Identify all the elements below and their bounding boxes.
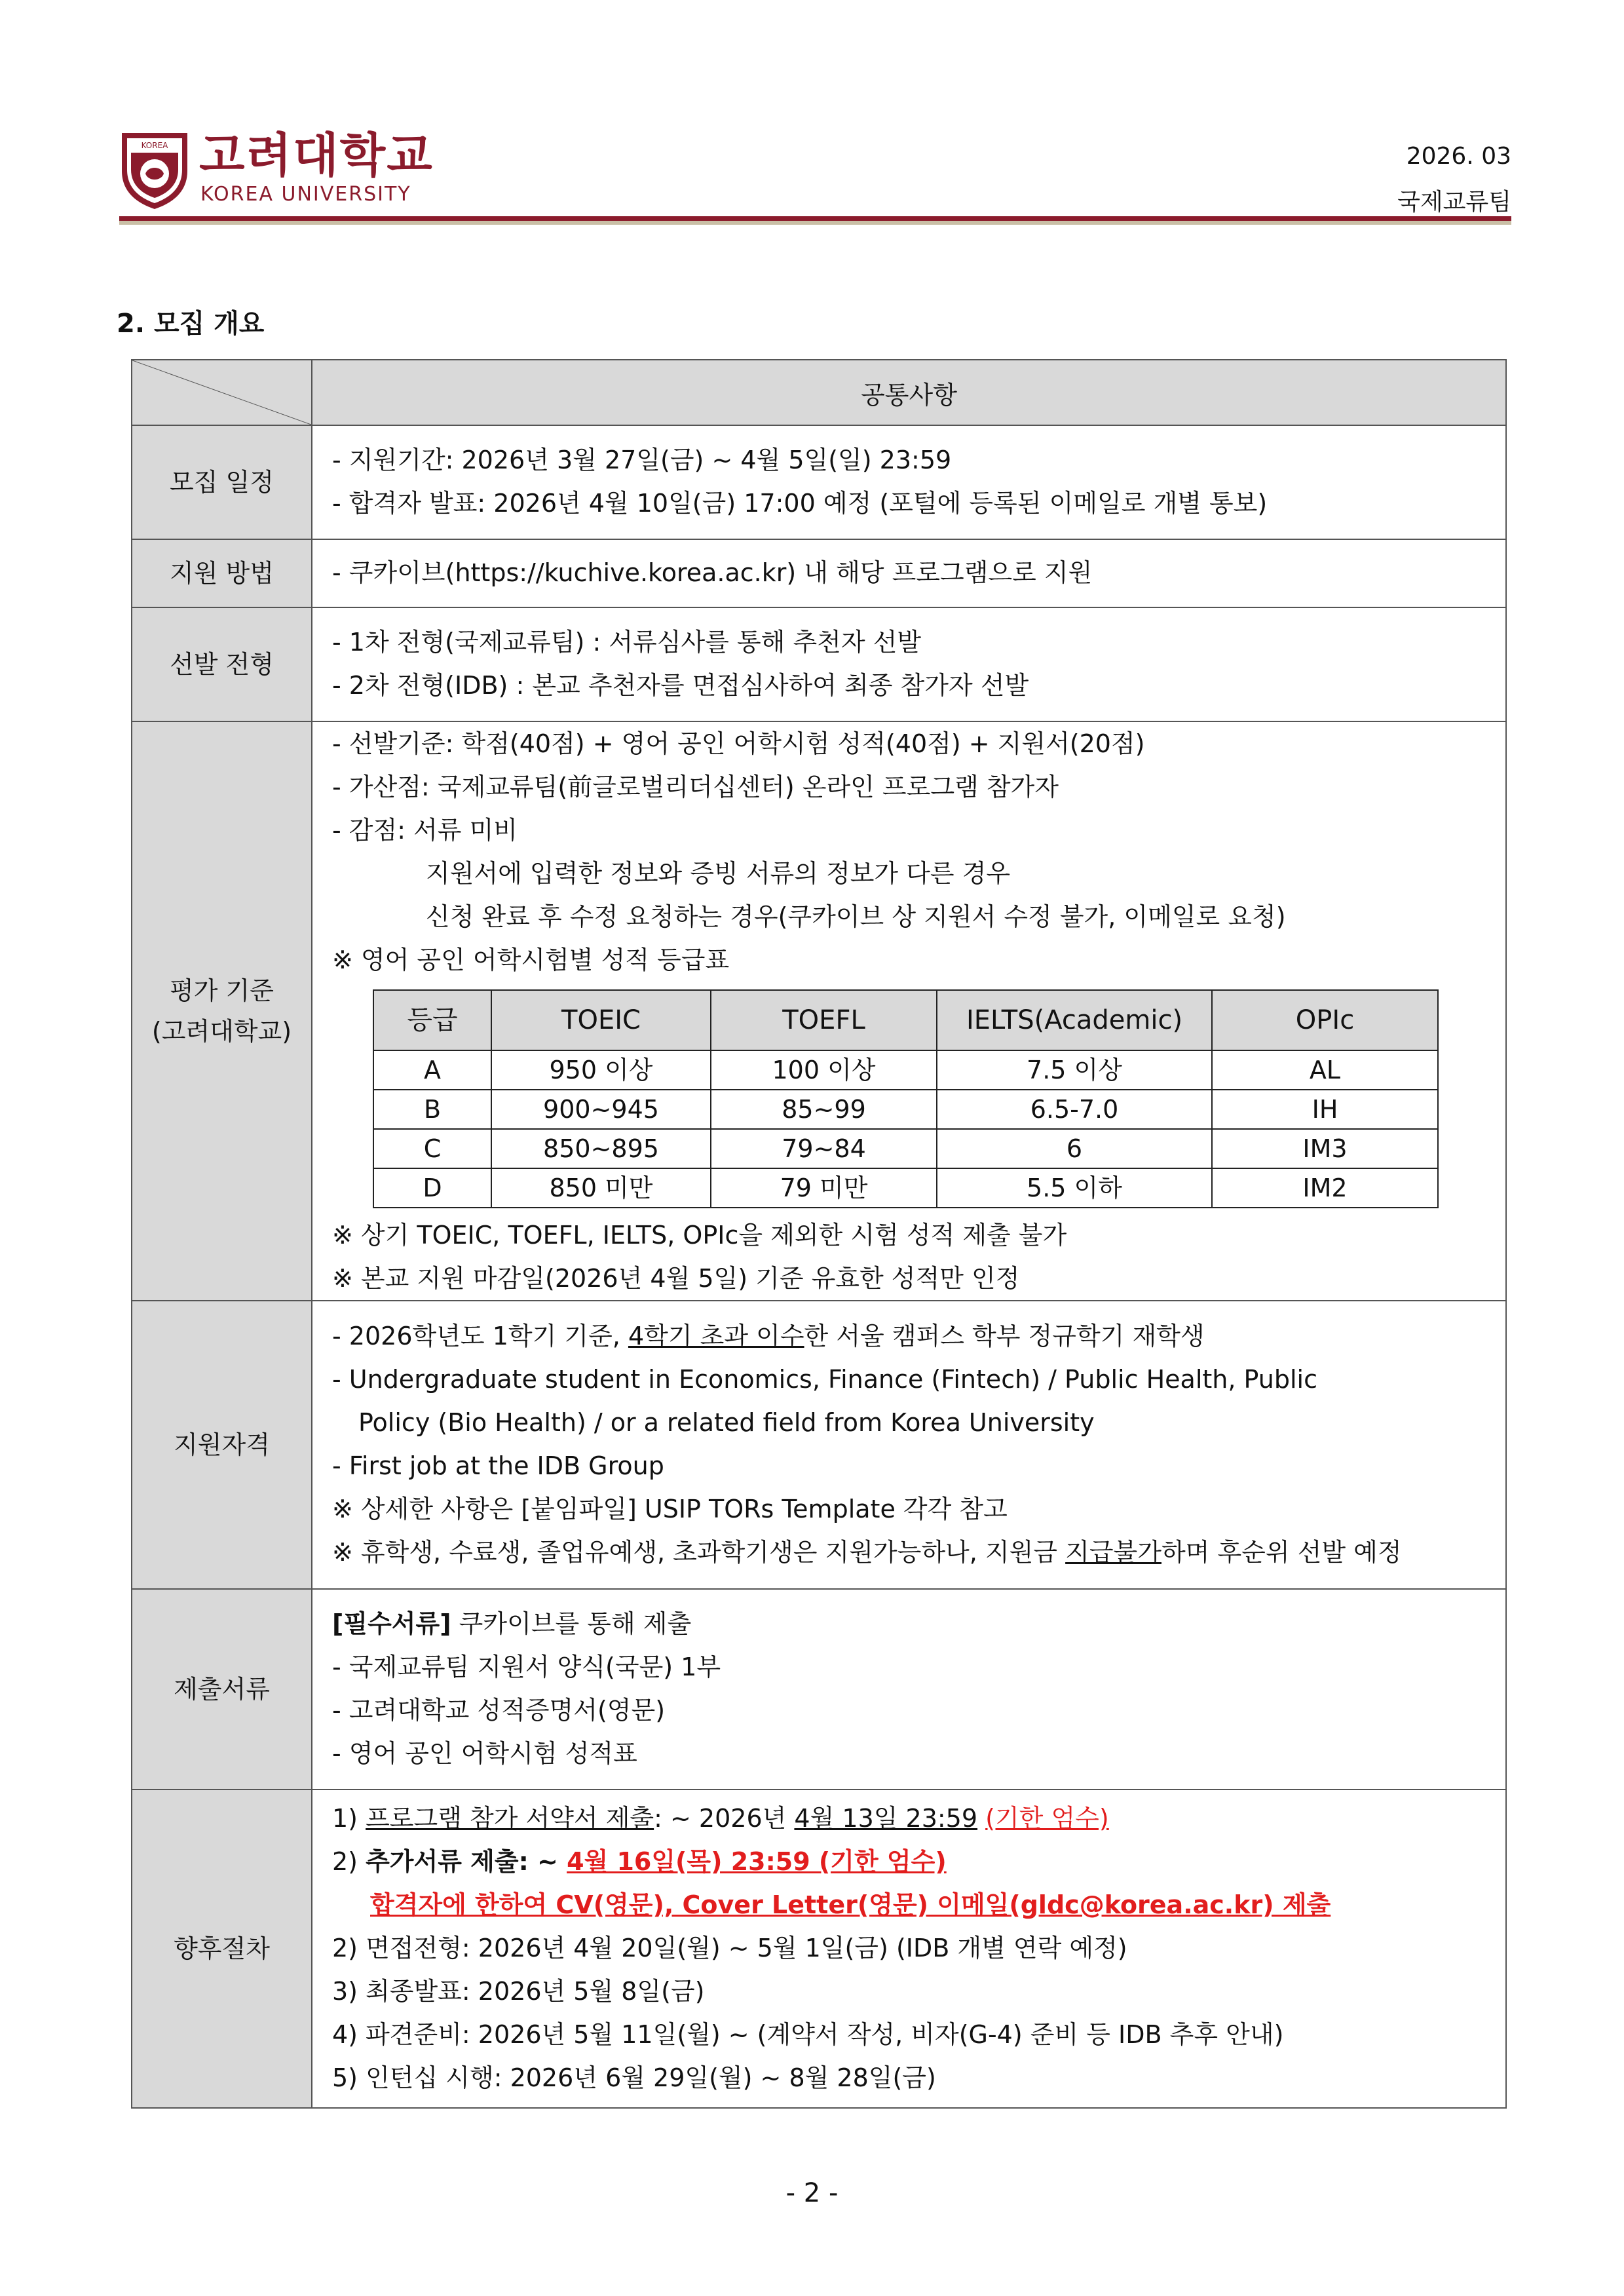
recruitment-overview-table xyxy=(131,359,1507,2109)
criteria-note: ※ 본교 지원 마감일(2026년 4월 5일) 기준 유효한 성적만 인정 xyxy=(332,1264,1020,1293)
grade-cell: IM2 xyxy=(1212,1168,1438,1208)
schedule-content xyxy=(312,425,1506,539)
eligibility-line: - Undergraduate student in Economics, Finance (Fintech) / Public Health, Public xyxy=(332,1365,1317,1394)
criteria-line: - 감점: 서류 미비 xyxy=(332,816,518,845)
grade-row xyxy=(373,1050,1438,1090)
row-schedule xyxy=(132,425,1506,539)
procedure-line: 4) 파견준비: 2026년 5월 11일(월) ~ (계약서 작성, 비자(G-4) 준비 등 IDB 추후 안내) xyxy=(332,2020,1284,2049)
row-documents xyxy=(132,1589,1506,1789)
grade-row xyxy=(373,1129,1438,1168)
procedure-line: 2) 면접전형: 2026년 4월 20일(월) ~ 5월 1일(금) (IDB 개별 연락 예정) xyxy=(332,1934,1127,1962)
grade-cell: 85~99 xyxy=(711,1090,937,1129)
selection-content xyxy=(312,607,1506,721)
eligibility-line: ※ 상세한 사항은 [붙임파일] USIP TORs Template 각각 참고 xyxy=(332,1495,1008,1523)
grade-cell: 79 미만 xyxy=(711,1168,937,1208)
procedure-line: 1) 프로그램 참가 서약서 제출: ~ 2026년 4월 13일 23:59 (기한 엄수) xyxy=(332,1804,1109,1833)
grade-cell: 850~895 xyxy=(491,1129,711,1168)
grade-row xyxy=(373,1090,1438,1129)
method-line: - 쿠카이브(https://kuchive.korea.ac.kr) 내 해당 프로그램으로 지원 xyxy=(332,558,1093,587)
selection-line: - 2차 전형(IDB) : 본교 추천자를 면접심사하여 최종 참가자 선발 xyxy=(332,671,1029,700)
grade-header-cell: 등급 xyxy=(373,990,491,1050)
eligibility-underlined: 지급불가 xyxy=(1065,1538,1161,1567)
grade-cell: IH xyxy=(1212,1090,1438,1129)
row-criteria xyxy=(132,721,1506,1301)
grade-cell: D xyxy=(373,1168,491,1208)
criteria-line: - 가산점: 국제교류팀(前글로벌리더십센터) 온라인 프로그램 참가자 xyxy=(332,773,1059,801)
deadline-warning: (기한 엄수) xyxy=(985,1804,1109,1833)
schedule-line: - 지원기간: 2026년 3월 27일(금) ~ 4월 5일(일) 23:59 xyxy=(332,446,952,474)
row-selection xyxy=(132,607,1506,721)
grade-header-cell: TOEIC xyxy=(491,990,711,1050)
header-divider-accent xyxy=(119,221,1511,225)
language-grade-table xyxy=(373,989,1439,1208)
column-header-common: 공통사항 xyxy=(312,360,1506,425)
procedure-content xyxy=(312,1789,1506,2108)
page-number: - 2 - xyxy=(785,2178,839,2208)
label-selection: 선발 전형 xyxy=(132,607,312,721)
label-documents: 제출서류 xyxy=(132,1589,312,1789)
grade-cell: B xyxy=(373,1090,491,1129)
grade-cell: 6 xyxy=(937,1129,1212,1168)
criteria-sub-line: 신청 완료 후 수정 요청하는 경우(쿠카이브 상 지원서 수정 불가, 이메일로 요청) xyxy=(426,902,1286,931)
documents-line: - 영어 공인 어학시험 성적표 xyxy=(332,1739,637,1768)
grade-cell: 7.5 이상 xyxy=(937,1050,1212,1090)
section-title: 2. 모집 개요 xyxy=(117,309,265,339)
grade-header-cell: TOEFL xyxy=(711,990,937,1050)
logo-korean-text: 고려대학교 xyxy=(199,128,434,183)
grade-cell: 850 미만 xyxy=(491,1168,711,1208)
svg-text:KOREA: KOREA xyxy=(141,141,168,150)
documents-content xyxy=(312,1589,1506,1789)
grade-cell: 100 이상 xyxy=(711,1050,937,1090)
label-procedure: 향후절차 xyxy=(132,1789,312,2108)
documents-line: - 고려대학교 성적증명서(영문) xyxy=(332,1696,666,1725)
document-date: 2026. 03 xyxy=(1406,143,1511,170)
grade-cell: AL xyxy=(1212,1050,1438,1090)
grade-cell: 79~84 xyxy=(711,1129,937,1168)
grade-cell: 950 이상 xyxy=(491,1050,711,1090)
label-criteria-main: 평가 기준 xyxy=(170,976,274,1005)
grade-cell: 900~945 xyxy=(491,1090,711,1129)
documents-heading: [필수서류] 쿠카이브를 통해 제출 xyxy=(332,1609,692,1638)
label-eligibility: 지원자격 xyxy=(132,1301,312,1589)
criteria-line: ※ 영어 공인 어학시험별 성적 등급표 xyxy=(332,946,730,974)
eligibility-line: ※ 휴학생, 수료생, 졸업유예생, 초과학기생은 지원가능하나, 지원금 지급불가하며 후순위 선발 예정 xyxy=(332,1538,1402,1567)
procedure-line: 5) 인턴십 시행: 2026년 6월 29일(월) ~ 8월 28일(금) xyxy=(332,2063,936,2092)
criteria-content xyxy=(312,721,1506,1301)
grade-row xyxy=(373,1168,1438,1208)
documents-line: - 국제교류팀 지원서 양식(국문) 1부 xyxy=(332,1653,721,1681)
schedule-line: - 합격자 발표: 2026년 4월 10일(금) 17:00 예정 (포털에 등록된 이메일로 개별 통보) xyxy=(332,489,1268,518)
grade-cell: 5.5 이하 xyxy=(937,1168,1212,1208)
document-team: 국제교류팀 xyxy=(1397,189,1511,216)
eligibility-line-continued: Policy (Bio Health) / or a related field from Korea University xyxy=(358,1408,1095,1437)
row-procedure xyxy=(132,1789,1506,2108)
grade-table-header xyxy=(373,990,1438,1050)
row-method xyxy=(132,539,1506,607)
eligibility-line: - 2026학년도 1학기 기준, 4학기 초과 이수한 서울 캠퍼스 학부 정규학기 재학생 xyxy=(332,1322,1205,1350)
label-method: 지원 방법 xyxy=(132,539,312,607)
eligibility-line: - First job at the IDB Group xyxy=(332,1451,664,1480)
procedure-line: 3) 최종발표: 2026년 5월 8일(금) xyxy=(332,1977,705,2006)
grade-header-cell: IELTS(Academic) xyxy=(937,990,1212,1050)
eligibility-underlined: 4학기 초과 이수 xyxy=(628,1322,804,1350)
table-header-row xyxy=(132,360,1506,425)
university-emblem-icon xyxy=(119,130,190,210)
eligibility-content xyxy=(312,1301,1506,1589)
procedure-sub-line: 합격자에 한하여 CV(영문), Cover Letter(영문) 이메일(gldc@korea.ac.kr) 제출 xyxy=(370,1890,1331,1919)
grade-header-cell: OPIc xyxy=(1212,990,1438,1050)
label-schedule: 모집 일정 xyxy=(132,425,312,539)
page-header xyxy=(119,128,1511,226)
selection-line: - 1차 전형(국제교류팀) : 서류심사를 통해 추천자 선발 xyxy=(332,628,922,657)
grade-cell: 6.5-7.0 xyxy=(937,1090,1212,1129)
diagonal-corner-cell xyxy=(132,360,312,425)
criteria-sub-line: 지원서에 입력한 정보와 증빙 서류의 정보가 다른 경우 xyxy=(426,859,1011,888)
criteria-line: - 선발기준: 학점(40점) + 영어 공인 어학시험 성적(40점) + 지원서(20점) xyxy=(332,729,1145,758)
label-criteria-sub: (고려대학교) xyxy=(151,1017,292,1046)
criteria-note: ※ 상기 TOEIC, TOEFL, IELTS, OPIc을 제외한 시험 성적 제출 불가 xyxy=(332,1221,1067,1250)
row-eligibility xyxy=(132,1301,1506,1589)
grade-cell: C xyxy=(373,1129,491,1168)
header-divider xyxy=(119,216,1511,221)
grade-cell: A xyxy=(373,1050,491,1090)
grade-cell: IM3 xyxy=(1212,1129,1438,1168)
method-content xyxy=(312,539,1506,607)
label-criteria xyxy=(132,721,312,1301)
procedure-line: 2) 추가서류 제출: ~ 4월 16일(목) 23:59 (기한 엄수) xyxy=(332,1847,947,1876)
deadline-warning: 4월 16일(목) 23:59 (기한 엄수) xyxy=(567,1847,947,1876)
logo-english-text: KOREA UNIVERSITY xyxy=(200,183,411,206)
